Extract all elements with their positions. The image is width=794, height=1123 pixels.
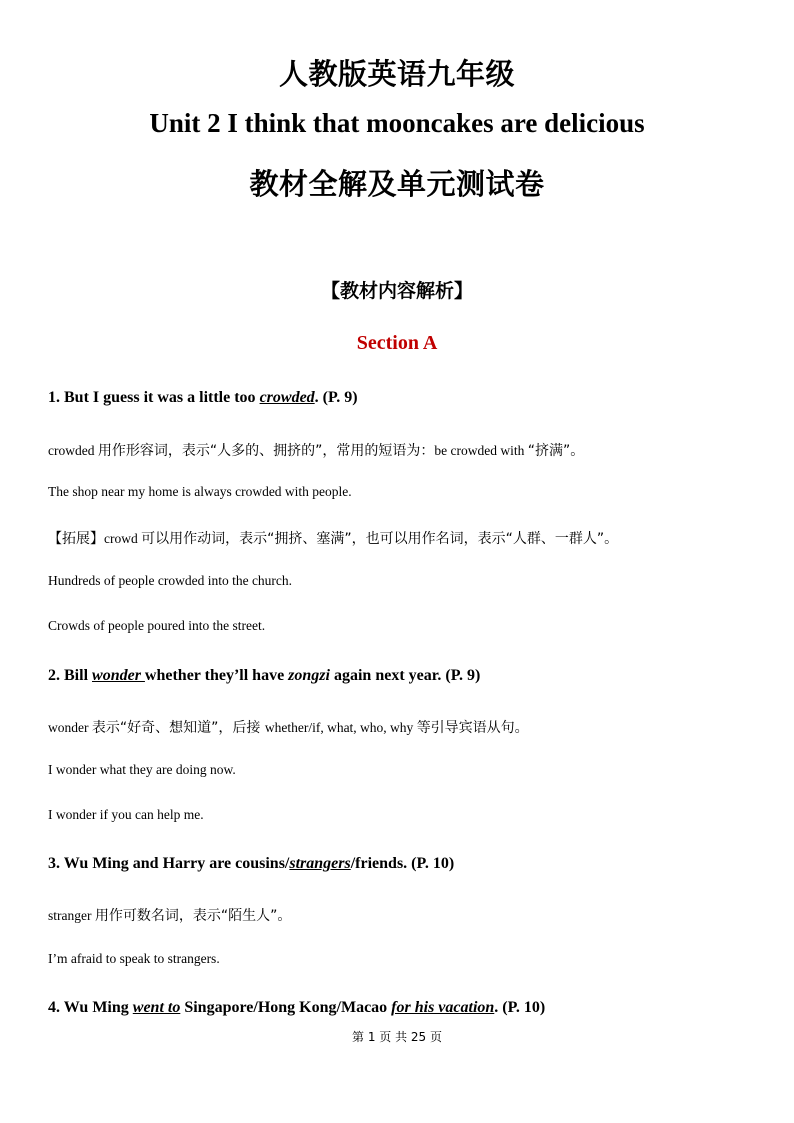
item-2-example-2: I wonder if you can help me.: [48, 807, 204, 822]
item-2-conjunctions: whether/if, what, who, why: [264, 720, 417, 735]
item-2-heading-text: 2. Bill: [48, 667, 93, 684]
item-2-italic-word: zongzi: [288, 667, 330, 684]
item-3-word: stranger: [48, 908, 95, 923]
doc-title-chinese: 人教版英语九年级: [278, 57, 515, 91]
item-4-page-ref: . (P. 10): [494, 999, 546, 1016]
item-1-explanation: [48, 440, 584, 460]
item-1-word: crowded: [48, 443, 98, 458]
item-2-word: wonder: [48, 720, 92, 735]
content-analysis-label: 【教材内容解析】: [320, 280, 473, 302]
item-1-page-ref: . (P. 9): [314, 389, 358, 406]
doc-title-unit: Unit 2 I think that mooncakes are delicious: [149, 108, 645, 138]
item-4-places: Singapore/Hong Kong/Macao: [180, 999, 392, 1016]
page-footer: 第 1 页 共 25 页: [352, 1030, 442, 1044]
item-2-page-ref: again next year. (P. 9): [329, 667, 481, 684]
item-2-heading-mid: whether they’ll have: [144, 667, 289, 684]
item-1-extension: [48, 528, 618, 548]
item-4-heading-text: 4. Wu Ming: [48, 999, 133, 1016]
item-1-phrase: be crowded with: [434, 443, 528, 458]
item-4-keyword-2: for his vacation: [391, 999, 495, 1016]
item-4-keyword-1: went to: [132, 999, 181, 1016]
item-2-keyword: wonder: [92, 667, 145, 684]
extension-word: crowd: [104, 531, 142, 546]
item-2-example-1: I wonder what they are doing now.: [48, 762, 236, 777]
item-2-clause-note: 等引导宾语从句。: [416, 720, 529, 736]
extension-label: 【拓展】: [48, 531, 104, 547]
section-heading: Section A: [356, 332, 438, 354]
item-2-heading: [48, 667, 480, 685]
item-1-phrase-meaning: “挤满”。: [527, 443, 585, 459]
item-3-heading-text: 3. Wu Ming and Harry are cousins/: [48, 855, 290, 872]
item-2-meaning: 表示“好奇、想知道”，后接: [91, 720, 265, 736]
item-1-heading-text: 1. But I guess it was a little too: [48, 389, 260, 406]
item-3-page-ref: /friends. (P. 10): [350, 855, 455, 872]
item-3-keyword: strangers: [289, 855, 351, 872]
item-3-explanation: [48, 905, 291, 925]
item-2-explanation: [48, 717, 529, 737]
doc-subtitle: 教材全解及单元测试卷: [249, 167, 545, 201]
item-3-meaning: 用作可数名词，表示“陌生人”。: [94, 908, 292, 924]
item-3-example-1: I’m afraid to speak to strangers.: [48, 951, 220, 966]
extension-text: 可以用作动词，表示“拥挤、塞满”，也可以用作名词，表示“人群、一群人”。: [141, 531, 619, 547]
item-3-heading: [48, 855, 454, 873]
item-1-keyword: crowded: [259, 389, 315, 406]
item-1-meaning: 用作形容词，表示“人多的、拥挤的”，常用的短语为：: [97, 443, 435, 459]
item-4-heading: [48, 999, 545, 1017]
item-1-example-2: Hundreds of people crowded into the church.: [48, 573, 293, 588]
item-1-example-3: Crowds of people poured into the street.: [48, 618, 266, 633]
item-1-example-1: The shop near my home is always crowded with people.: [48, 484, 352, 499]
item-1-heading: [48, 389, 358, 407]
